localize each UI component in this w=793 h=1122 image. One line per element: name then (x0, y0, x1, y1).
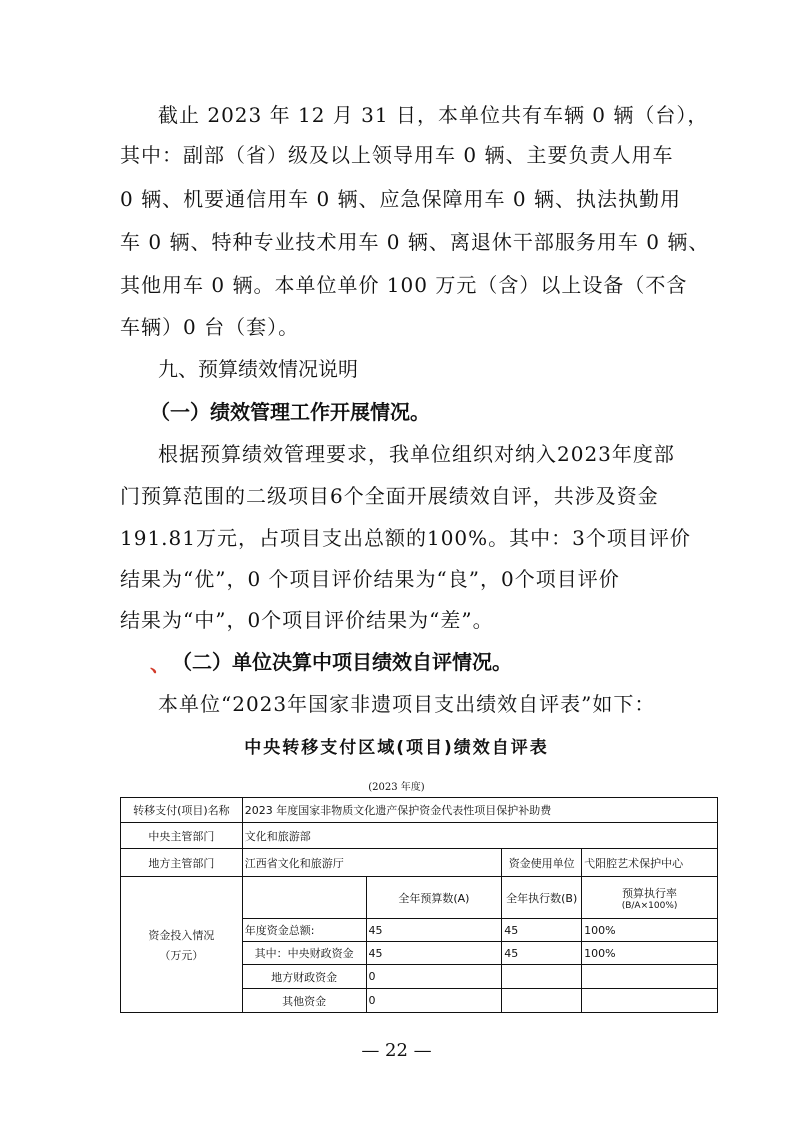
funds-label-line-2: （万元） (159, 948, 204, 962)
row-exec: 45 (502, 942, 582, 965)
row-label: 其中：中央财政资金 (242, 942, 366, 965)
para2-line-4: 结果为“优”，0 个项目评价结果为“良”，0个项目评价 (120, 567, 620, 591)
row-label: 年度资金总额: (242, 919, 366, 942)
funds-label (121, 877, 243, 1013)
para2-line-5: 结果为“中”，0个项目评价结果为“差”。 (120, 608, 494, 632)
table-row (121, 849, 718, 877)
section-heading-9: 九、预算绩效情况说明 (158, 357, 358, 381)
para2-line-2: 门预算范围的二级项目6个全面开展绩效自评，共涉及资金 (120, 484, 659, 508)
para1-line-1: 截止 2023 年 12 月 31 日，本单位共有车辆 0 辆（台）， (158, 103, 709, 127)
local-dept-label: 地方主管部门 (121, 849, 243, 877)
table-row (121, 877, 718, 919)
col-budget-header: 全年预算数(A) (366, 877, 502, 919)
col-rate-line-2: (B/A×100%) (621, 900, 678, 911)
col-exec-header: 全年执行数(B) (502, 877, 582, 919)
row-rate (582, 965, 718, 989)
para3: 本单位“2023年国家非遗项目支出绩效自评表”如下： (158, 692, 656, 716)
para1-line-3: 0 辆、机要通信用车 0 辆、应急保障用车 0 辆、执法执勤用 (120, 187, 681, 211)
para1-line-6: 车辆）0 台（套）。 (120, 315, 300, 339)
header-empty (242, 877, 366, 919)
red-mark: 、 (150, 652, 170, 676)
row-budget: 45 (366, 919, 502, 942)
col-rate-line-1: 预算执行率 (622, 886, 678, 900)
row-budget: 0 (366, 989, 502, 1013)
row-rate: 100% (582, 919, 718, 942)
row-exec: 45 (502, 919, 582, 942)
project-label: 转移支付(项目)名称 (121, 798, 243, 823)
row-rate (582, 989, 718, 1013)
user-unit-value: 弋阳腔艺术保护中心 (582, 849, 718, 877)
page-number: — 22 — (361, 1040, 432, 1061)
central-dept-label: 中央主管部门 (121, 823, 243, 849)
row-label: 其他资金 (242, 989, 366, 1013)
table-row (121, 798, 718, 823)
funds-label-line-1: 资金投入情况 (148, 928, 215, 942)
row-label: 地方财政资金 (242, 965, 366, 989)
row-exec (502, 989, 582, 1013)
central-dept-value: 文化和旅游部 (242, 823, 717, 849)
para2-line-3: 191.81万元，占项目支出总额的100%。其中：3个项目评价 (120, 526, 691, 550)
col-rate-header (582, 877, 718, 919)
row-exec (502, 965, 582, 989)
section-heading-9-2: （二）单位决算中项目绩效自评情况。 (172, 650, 512, 674)
para1-line-5: 其他用车 0 辆。本单位单价 100 万元（含）以上设备（不含 (120, 273, 688, 297)
row-budget: 0 (366, 965, 502, 989)
para2-line-1: 根据预算绩效管理要求，我单位组织对纳入2023年度部 (158, 442, 675, 466)
para1-line-4: 车 0 辆、特种专业技术用车 0 辆、离退休干部服务用车 0 辆、 (120, 230, 710, 254)
project-value: 2023 年度国家非物质文化遗产保护资金代表性项目保护补助费 (242, 798, 717, 823)
para1-line-2: 其中：副部（省）级及以上领导用车 0 辆、主要负责人用车 (120, 143, 674, 167)
section-heading-9-1: （一）绩效管理工作开展情况。 (150, 400, 430, 424)
row-budget: 45 (366, 942, 502, 965)
local-dept-value: 江西省文化和旅游厅 (242, 849, 501, 877)
user-unit-label: 资金使用单位 (502, 849, 582, 877)
table-year: (2023 年度) (368, 782, 425, 793)
table-title: 中央转移支付区域(项目)绩效自评表 (244, 738, 549, 758)
table-row (121, 823, 718, 849)
row-rate: 100% (582, 942, 718, 965)
performance-table (120, 797, 718, 1013)
